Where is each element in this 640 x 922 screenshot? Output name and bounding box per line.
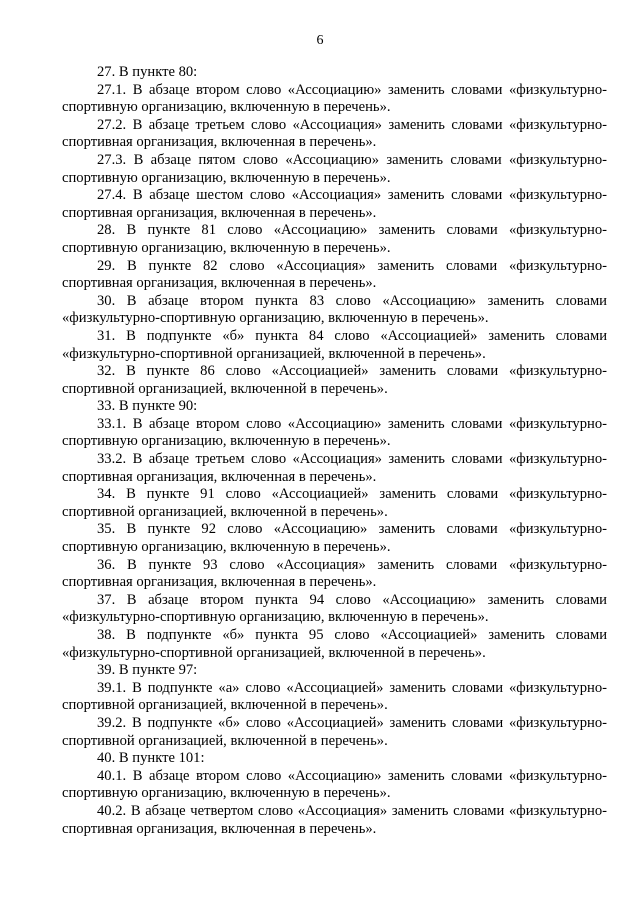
paragraph: 33.1. В абзаце втором слово «Ассоциацию» заменить словами «физкультурно-спортивную организацию, включенную в перечень».: [62, 415, 607, 450]
paragraph: 27. В пункте 80:: [97, 64, 198, 80]
paragraph: 33.2. В абзаце третьем слово «Ассоциация» заменить словами «физкультурно-спортивная организация, включенная в перечень».: [62, 451, 607, 485]
paragraph: 29. В пункте 82 слово «Ассоциация» заменить словами «физкультурно-спортивная организация, включенная в перечень».: [62, 257, 607, 292]
paragraph: 27.2. В абзаце третьем слово «Ассоциация» заменить словами «физкультурно-спортивная организация, включенная в перечень».: [62, 116, 607, 151]
paragraph: 37. В абзаце втором пункта 94 слово «Ассоциацию» заменить словами «физкультурно-спортивную организацию, включенную в перечень».: [62, 591, 607, 626]
paragraph: 40.1. В абзаце втором слово «Ассоциацию» заменить словами «физкультурно-спортивную организацию, включенную в перечень».: [62, 767, 607, 802]
paragraph: 38. В подпункте «б» пункта 95 слово «Ассоциацией» заменить словами «физкультурно-спортивной организацией, включенной в перечень».: [62, 627, 607, 661]
page-number: 6: [316, 33, 324, 48]
paragraph: 27.3. В абзаце пятом слово «Ассоциацию» заменить словами «физкультурно-спортивную организацию, включенную в перечень».: [62, 151, 607, 186]
paragraph: 39.1. В подпункте «а» слово «Ассоциацией» заменить словами «физкультурно-спортивной организацией, включенной в перечень».: [62, 679, 607, 714]
paragraph: 36. В пункте 93 слово «Ассоциация» заменить словами «физкультурно-спортивная организация, включенная в перечень».: [62, 556, 607, 591]
paragraph: 39.2. В подпункте «б» слово «Ассоциацией» заменить словами «физкультурно-спортивной организацией, включенной в перечень».: [62, 714, 607, 749]
paragraph: 27.1. В абзаце втором слово «Ассоциацию» заменить словами «физкультурно-спортивную организацию, включенную в перечень».: [62, 81, 607, 116]
paragraph: 32. В пункте 86 слово «Ассоциацией» заменить словами «физкультурно-спортивной организацией, включенной в перечень».: [62, 363, 607, 397]
paragraph: 34. В пункте 91 слово «Ассоциацией» заменить словами «физкультурно-спортивной организацией, включенной в перечень».: [62, 486, 607, 520]
paragraph: 39. В пункте 97:: [97, 662, 198, 679]
paragraph: 27.4. В абзаце шестом слово «Ассоциация» заменить словами «физкультурно-спортивная организация, включенная в перечень».: [62, 187, 607, 221]
document-body: [62, 64, 607, 838]
paragraph: 31. В подпункте «б» пункта 84 слово «Ассоциацией» заменить словами «физкультурно-спортивной организацией, включенной в перечень».: [62, 327, 607, 362]
paragraph: 30. В абзаце втором пункта 83 слово «Ассоциацию» заменить словами «физкультурно-спортивную организацию, включенную в перечень».: [62, 292, 607, 327]
paragraph: 28. В пункте 81 слово «Ассоциацию» заменить словами «физкультурно-спортивную организацию, включенную в перечень».: [62, 222, 607, 256]
paragraph: 40. В пункте 101:: [97, 750, 205, 767]
paragraph: 35. В пункте 92 слово «Ассоциацию» заменить словами «физкультурно-спортивную организацию, включенную в перечень».: [62, 521, 607, 556]
paragraph: 40.2. В абзаце четвертом слово «Ассоциация» заменить словами «физкультурно-спортивная организация, включенная в перечень».: [62, 802, 607, 837]
paragraph: 33. В пункте 90:: [97, 398, 198, 415]
